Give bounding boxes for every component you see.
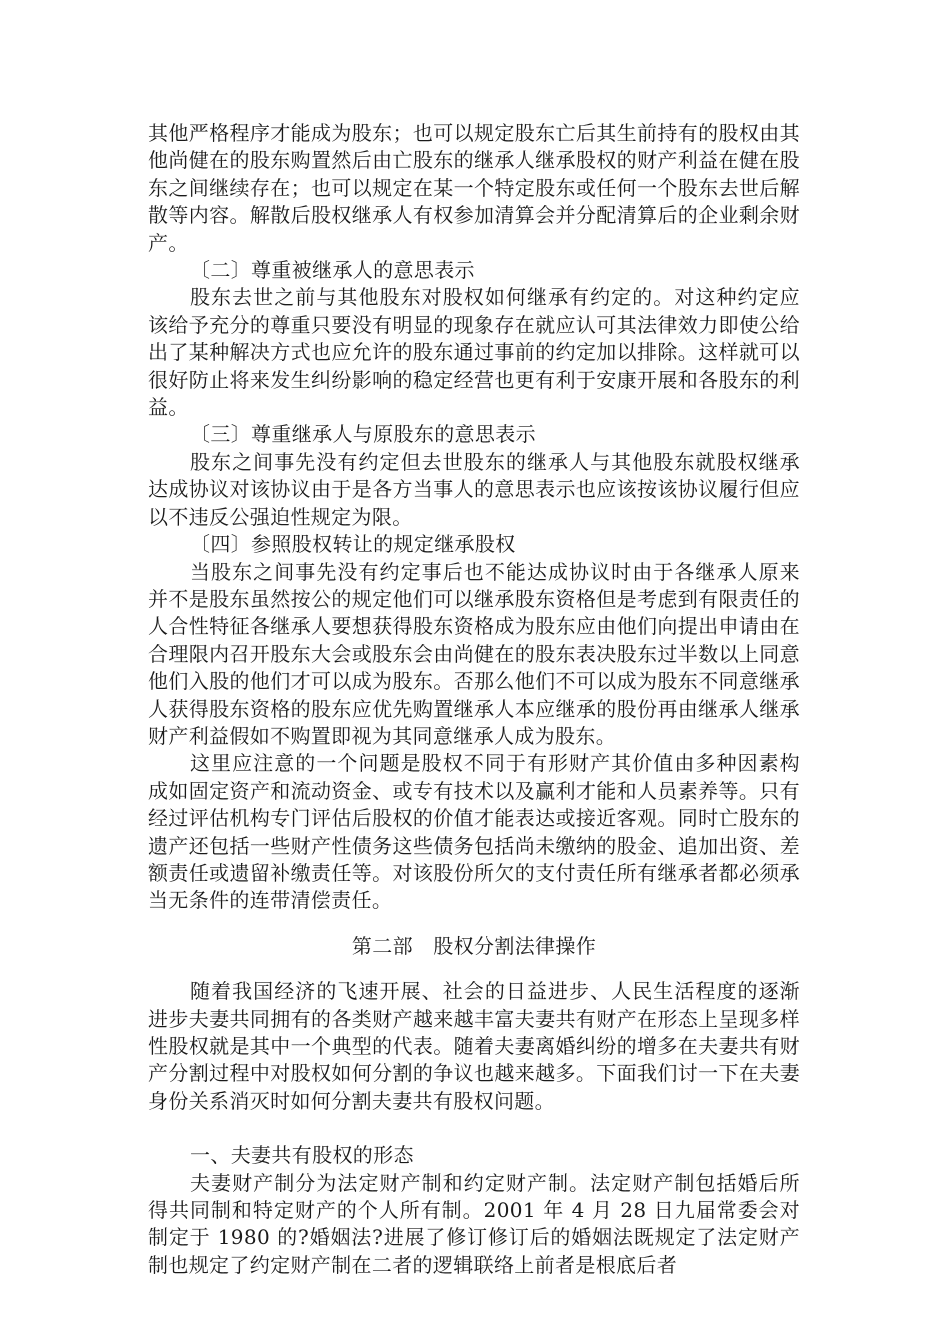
heading-equity-transfer-rules: 〔四〕参照股权转让的规定继承股权 <box>190 532 516 557</box>
paragraph-respect-decedent-intent: 股东去世之前与其他股东对股权如何继承有约定的。对这种约定应该给予充分的尊重只要没有明显的现象存在就应认可其法律效力即使公给出了某种解决方式也应允许的股东通过事前的约定加以排除。这样就可以很好防止将来发生纠纷影响的稳定经营也更有利于安康开展和各股东的利益。 <box>148 285 800 420</box>
heading-marital-equity-forms: 一、夫妻共有股权的形态 <box>190 1143 414 1168</box>
paragraph-marital-property-intro: 随着我国经济的飞速开展、社会的日益进步、人民生活程度的逐渐进步夫妻共同拥有的各类财产越来越丰富夫妻共有财产在形态上呈现多样性股权就是其中一个典型的代表。随着夫妻离婚纠纷的增多在夫妻共有财产分割过程中对股权如何分割的争议也越来越多。下面我们讨一下在夫妻身份关系消灭时如何分割夫妻共有股权问题。 <box>148 979 800 1113</box>
paragraph-equity-valuation: 这里应注意的一个问题是股权不同于有形财产其价值由多种因素构成如固定资产和流动资金、或专有技术以及赢利才能和人员素养等。只有经过评估机构专门评估后股权的价值才能表达或接近客观。同时亡股东的遗产还包括一些财产性债务这些债务包括尚未缴纳的股金、追加出资、差额责任或遗留补缴责任等。对该股份所欠的支付责任所有继承者都必须承当无条件的连带清偿责任。 <box>148 751 800 913</box>
paragraph-respect-heir-intent: 股东之间事先没有约定但去世股东的继承人与其他股东就股权继承达成协议对该协议由于是各方当事人的意思表示也应该按该协议履行但应以不违反公强迫性规定为限。 <box>148 449 800 529</box>
section-title: 第二部 股权分割法律操作 <box>351 933 597 958</box>
paragraph-marital-property-system: 夫妻财产制分为法定财产制和约定财产制。法定财产制包括婚后所得共同制和特定财产的个人所有制。2001 年 4 月 28 日九届常委会对制定于 1980 的?婚姻法?进展了修订修订后的婚姻法既规定了法定财产制也规定了约定财产制在二者的逻辑联络上前者是根底后者 <box>148 1170 800 1277</box>
paragraph-equity-transfer-rules: 当股东之间事先没有约定事后也不能达成协议时由于各继承人原来并不是股东虽然按公的规定他们可以继承股东资格但是考虑到有限责任的人合性特征各继承人要想获得股东资格成为股东应由他们向提出申请由在合理限内召开股东大会或股东会由尚健在的股东表决股东过半数以上同意他们入股的他们才可以成为股东。否那么他们不可以成为股东不同意继承人获得股东资格的股东应优先购置继承人本应继承的股份再由继承人继承财产利益假如不购置即视为其同意继承人成为股东。 <box>148 559 800 748</box>
heading-respect-heir-intent: 〔三〕尊重继承人与原股东的意思表示 <box>190 422 536 447</box>
paragraph-inheritance-options: 其他严格程序才能成为股东；也可以规定股东亡后其生前持有的股权由其他尚健在的股东购置然后由亡股东的继承人继承股权的财产利益在健在股东之间继续存在；也可以规定在某一个特定股东或任何一个股东去世后解散等内容。解散后股权继承人有权参加清算会并分配清算后的企业剩余财产。 <box>148 121 800 255</box>
document-page <box>148 120 800 1279</box>
heading-respect-decedent-intent: 〔二〕尊重被继承人的意思表示 <box>190 258 475 283</box>
